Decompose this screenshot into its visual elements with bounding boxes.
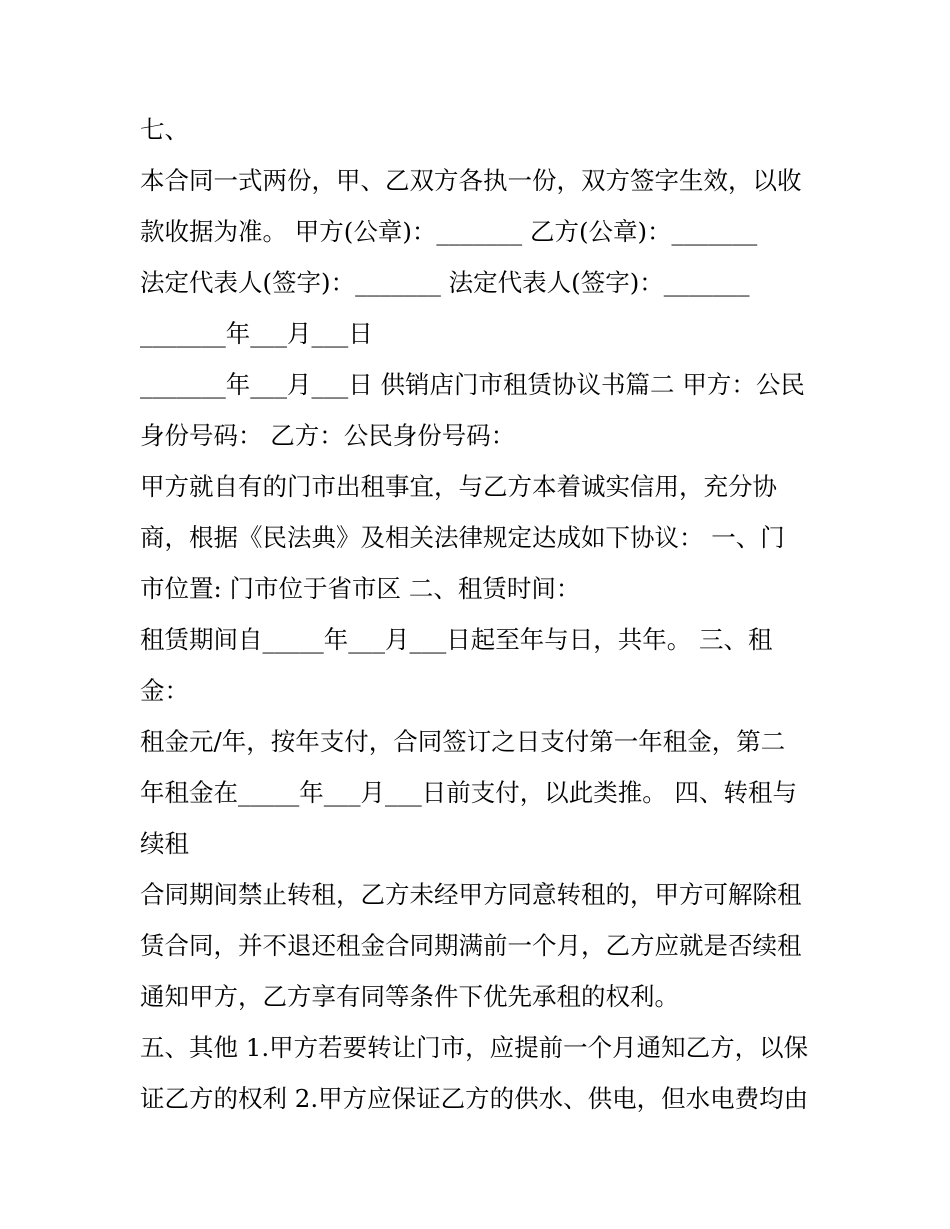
text-line: 证乙方的权利 2.甲方应保证乙方的供水、供电，但水电费均由 bbox=[140, 1084, 809, 1113]
date-line: _______年___月___日 bbox=[140, 319, 373, 348]
text-line: 市位置: 门市位于省市区 二、租赁时间： bbox=[140, 574, 581, 603]
text-line: 身份号码： 乙方：公民身份号码： bbox=[140, 421, 516, 450]
section-heading-seven: 七、 bbox=[140, 115, 189, 144]
text-line: 金： bbox=[140, 676, 189, 705]
text-line: 续租 bbox=[140, 829, 189, 858]
text-line: 合同期间禁止转租，乙方未经甲方同意转租的，甲方可解除租 bbox=[140, 880, 802, 909]
document-body bbox=[140, 104, 820, 1124]
text-line: 商，根据《民法典》及相关法律规定达成如下协议： 一、门 bbox=[140, 523, 785, 552]
signature-line-seal: 款收据为准。 甲方(公章)：_______ 乙方(公章)：_______ bbox=[140, 217, 758, 246]
signature-line-representative: 法定代表人(签字)：_______ 法定代表人(签字)：_______ bbox=[140, 268, 750, 297]
text-line: _______年___月___日 供销店门市租赁协议书篇二 甲方：公民 bbox=[140, 370, 805, 399]
text-line: 甲方就自有的门市出租事宜，与乙方本着诚实信用，充分协 bbox=[140, 472, 777, 501]
text-line: 赁合同，并不退还租金合同期满前一个月，乙方应就是否续租 bbox=[140, 931, 802, 960]
text-line: 租赁期间自_____年___月___日起至年与日，共年。 三、租 bbox=[140, 625, 773, 654]
text-line: 五、其他 1.甲方若要转让门市，应提前一个月通知乙方，以保 bbox=[140, 1033, 809, 1062]
text-line: 租金元/年，按年支付，合同签订之日支付第一年租金，第二 bbox=[140, 727, 786, 756]
text-line: 通知甲方，乙方享有同等条件下优先承租的权利。 bbox=[140, 982, 679, 1011]
text-line: 年租金在_____年___月___日前支付，以此类推。 四、转租与 bbox=[140, 778, 798, 807]
text-line: 本合同一式两份，甲、乙双方各执一份，双方签字生效，以收 bbox=[140, 166, 802, 195]
